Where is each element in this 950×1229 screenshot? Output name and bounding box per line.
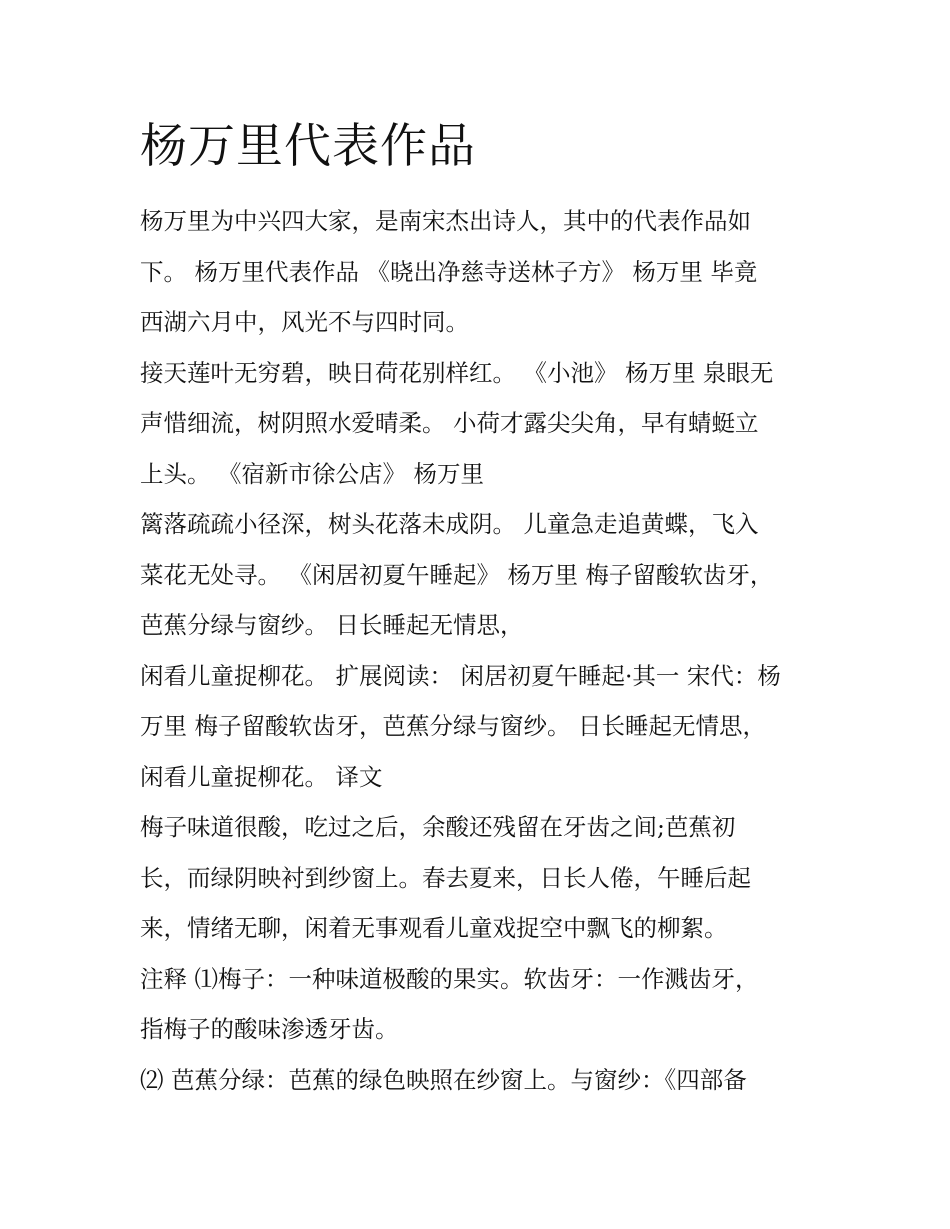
text-line: 来，情绪无聊，闲着无事观看儿童戏捉空中飘飞的柳絮。	[140, 914, 728, 942]
text-line: 闲看儿童捉柳花。 译文	[140, 762, 383, 791]
text-line: ⑵ 芭蕉分绿：芭蕉的绿色映照在纱窗上。与窗纱：《四部备	[140, 1065, 747, 1094]
text-line: 西湖六月中，风光不与四时同。	[140, 308, 469, 336]
page-title: 杨万里代表作品	[140, 119, 476, 174]
text-line: 梅子味道很酸，吃过之后，余酸还残留在牙齿之间;芭蕉初	[140, 813, 736, 841]
text-line: 声惜细流，树阴照水爱晴柔。 小荷才露尖尖角，早有蜻蜓立	[140, 409, 759, 437]
document-body	[140, 196, 830, 1105]
text-line: 上头。 《宿新市徐公店》 杨万里	[140, 459, 484, 488]
text-line: 杨万里为中兴四大家，是南宋杰出诗人，其中的代表作品如	[140, 207, 751, 235]
text-line: 芭蕉分绿与窗纱。 日长睡起无情思，	[140, 611, 524, 639]
text-line: 接天莲叶无穷碧，映日荷花别样红。 《小池》 杨万里 泉眼无	[140, 358, 774, 387]
text-line: 闲看儿童捉柳花。 扩展阅读： 闲居初夏午睡起·其一 宋代：杨	[140, 661, 781, 690]
text-line: 下。 杨万里代表作品 《晓出净慈寺送林子方》 杨万里 毕竟	[140, 257, 758, 286]
text-line: 长，而绿阴映衬到纱窗上。春去夏来，日长人倦，午睡后起	[140, 863, 751, 892]
text-line: 篱落疏疏小径深，树头花落未成阴。 儿童急走追黄蝶，飞入	[140, 510, 759, 538]
text-line: 注释 ⑴梅子：一种味道极酸的果实。软齿牙：一作溅齿牙，	[140, 964, 759, 993]
text-line: 指梅子的酸味渗透牙齿。	[140, 1015, 399, 1043]
text-line: 万里 梅子留酸软齿牙，芭蕉分绿与窗纱。 日长睡起无情思，	[140, 712, 766, 740]
text-line: 菜花无处寻。 《闲居初夏午睡起》 杨万里 梅子留酸软齿牙，	[140, 560, 774, 589]
